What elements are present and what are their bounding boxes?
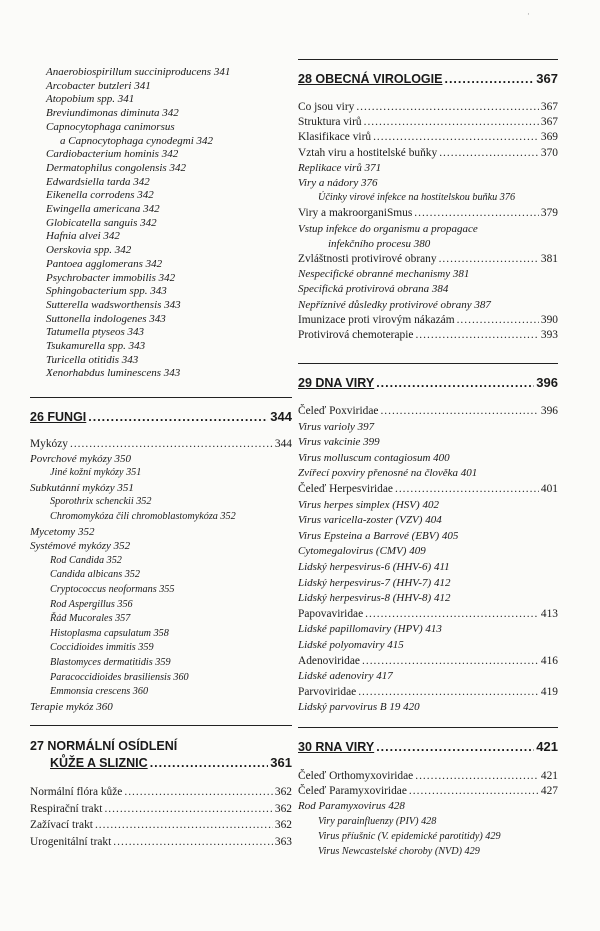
section-heading — [298, 739, 558, 755]
entry-text: Imunizace proti virovým nákazám — [298, 313, 455, 326]
toc-entry — [298, 799, 558, 813]
toc-entry — [298, 328, 558, 342]
toc-entry — [298, 130, 558, 144]
dot-leader — [415, 328, 538, 342]
section-heading — [30, 409, 292, 425]
toc-entry — [298, 607, 558, 621]
toc-entry — [298, 451, 558, 465]
toc-entry — [30, 641, 292, 655]
page-number: 369 — [540, 131, 558, 144]
bacteria-entry — [30, 216, 292, 230]
page-number: 370 — [540, 146, 558, 159]
bacteria-entry — [30, 325, 292, 339]
toc-entry — [298, 815, 558, 829]
bacteria-entry — [30, 92, 292, 106]
entry-text: Virus varioly 397 — [298, 420, 375, 433]
section-heading-line1 — [30, 738, 292, 754]
entry-text: Arcobacter butzleri 341 — [46, 79, 151, 92]
entry-text: Specifická protivirová obrana 384 — [298, 283, 449, 296]
dot-leader — [358, 685, 539, 699]
heading-title: 27 NORMÁLNÍ OSÍDLENÍ — [30, 739, 178, 753]
entry-text: Vstup infekce do organismu a propagace — [298, 222, 478, 235]
entry-text: Cytomegalovirus (CMV) 409 — [298, 545, 426, 558]
entry-text: Klasifikace virů — [298, 131, 372, 144]
toc-entry — [30, 437, 292, 451]
bacteria-entry — [30, 353, 292, 367]
bacteria-entry — [30, 79, 292, 93]
entry-text: Respirační trakt — [30, 802, 103, 815]
entry-text: Rod Candida 352 — [50, 554, 122, 566]
page-number: 381 — [540, 253, 558, 265]
entry-text: Virus vakcinie 399 — [298, 436, 380, 449]
entry-text: Lidské adenoviry 417 — [298, 670, 393, 683]
heading-title: 26 FUNGI — [30, 410, 87, 424]
entry-text: Mycetomy 352 — [30, 525, 95, 538]
page-number: 367 — [540, 101, 558, 113]
entry-text: Zvláštnosti protivirové obrany — [298, 253, 437, 265]
entry-text: a Capnocytophaga cynodegmi 342 — [60, 134, 214, 147]
entry-text: Čeleď Herpesviridae — [298, 483, 393, 495]
entry-text: Jiné kožní mykózy 351 — [50, 467, 142, 479]
entry-text: Zažívací trakt — [30, 819, 93, 831]
dot-leader — [373, 130, 539, 144]
bacteria-entry — [30, 229, 292, 243]
toc-entry — [30, 525, 292, 539]
dot-leader — [415, 769, 539, 783]
bacteria-entry — [30, 161, 292, 175]
entry-text: Turicella otitidis 343 — [46, 353, 139, 366]
entry-text: Globicatella sanguis 342 — [46, 216, 157, 229]
section-rule — [30, 725, 292, 726]
entry-text: Protivirová chemoterapie — [298, 329, 414, 341]
toc-entry — [298, 404, 558, 418]
toc-entry — [298, 498, 558, 512]
dot-leader — [414, 206, 539, 220]
entry-text: Nepříznivé důsledky protivirové obrany 387 — [298, 298, 491, 311]
section-rule — [30, 397, 292, 398]
bacteria-entry — [30, 298, 292, 312]
page-number: 401 — [540, 483, 558, 495]
entry-text: infekčního procesu 380 — [328, 237, 431, 250]
entry-text: Emmonsia crescens 360 — [50, 686, 149, 698]
toc-entry — [30, 671, 292, 685]
bacteria-entry — [30, 366, 292, 380]
entry-text: Paracoccidioides brasiliensis 360 — [50, 671, 189, 683]
dot-leader — [150, 755, 269, 771]
dot-leader — [376, 375, 534, 391]
toc-entry — [298, 482, 558, 496]
entry-text: Atopobium spp. 341 — [46, 93, 135, 106]
toc-entry — [298, 146, 558, 160]
entry-text: Eikenella corrodens 342 — [46, 189, 154, 202]
toc-entry — [30, 612, 292, 626]
dot-leader — [113, 835, 273, 849]
toc-entry — [30, 835, 292, 849]
entry-text: Chromomykóza čili chromoblastomykóza 352 — [50, 511, 236, 522]
dot-leader — [439, 146, 539, 160]
entry-text: Povrchové mykózy 350 — [30, 452, 131, 465]
entry-text: Anaerobiospirillum succiniproducens 341 — [46, 66, 231, 78]
toc-entry — [298, 237, 558, 251]
heading-page: 421 — [536, 739, 558, 754]
bacteria-entry — [30, 147, 292, 161]
entry-text: Ewingella americana 342 — [46, 203, 160, 215]
toc-entry — [298, 591, 558, 605]
section-heading — [298, 375, 558, 391]
entry-text: Replikace virů 371 — [298, 161, 382, 174]
page-number: 421 — [540, 770, 558, 782]
page-number: 363 — [274, 835, 292, 848]
toc-entry — [30, 785, 292, 799]
toc-entry — [298, 435, 558, 449]
toc-entry — [298, 529, 558, 543]
dot-leader — [95, 818, 273, 832]
toc-entry — [30, 627, 292, 641]
toc-entry — [298, 466, 558, 480]
entry-text: Virus varicella-zoster (VZV) 404 — [298, 514, 442, 527]
dot-leader — [70, 437, 273, 451]
entry-text: Parvoviridae — [298, 685, 357, 698]
entry-text: Mykózy — [30, 438, 68, 450]
entry-text: Hafnia alvei 342 — [46, 230, 120, 243]
page-number: 379 — [540, 207, 558, 220]
toc-entry — [298, 313, 558, 327]
bacteria-entry — [30, 339, 292, 353]
entry-text: Lidský parvovirus B 19 420 — [298, 701, 420, 714]
entry-text: Virus molluscum contagiosum 400 — [298, 451, 450, 464]
toc-entry — [30, 818, 292, 832]
entry-text: Coccidioides immitis 359 — [50, 642, 154, 654]
entry-text: Struktura virů — [298, 116, 362, 129]
entry-text: Viry a makroorganiSmus — [298, 207, 413, 220]
toc-entry — [30, 466, 292, 480]
toc-entry — [298, 298, 558, 312]
entry-text: Tsukamurella spp. 343 — [46, 340, 146, 352]
toc-entry — [30, 700, 292, 714]
bacteria-entry — [30, 65, 292, 79]
toc-entry — [298, 206, 558, 220]
bacteria-entry — [30, 120, 292, 134]
heading-title: 28 OBECNÁ VIROLOGIE — [298, 72, 443, 86]
toc-entry — [298, 560, 558, 574]
entry-text: Tatumella ptyseos 343 — [46, 326, 144, 339]
dot-leader — [395, 482, 539, 496]
toc-entry — [30, 510, 292, 524]
section-heading — [298, 71, 558, 87]
section-rule — [298, 363, 558, 364]
bacteria-entry — [30, 243, 292, 257]
entry-text: Virus herpes simplex (HSV) 402 — [298, 498, 439, 511]
entry-text: Nespecifické obranné mechanismy 381 — [298, 268, 470, 281]
bacteria-entry — [30, 257, 292, 271]
entry-text: Lidský herpesvirus-7 (HHV-7) 412 — [298, 576, 451, 589]
entry-text: Lidský herpesvirus-8 (HHV-8) 412 — [298, 592, 451, 605]
bacteria-entry — [30, 106, 292, 120]
dot-leader — [88, 409, 268, 425]
toc-entry — [30, 539, 292, 553]
toc-entry — [30, 583, 292, 597]
toc-entry — [30, 481, 292, 495]
heading-title-2: KŮŽE A SLIZNIC — [50, 756, 148, 770]
entry-text: Urogenitální trakt — [30, 835, 112, 848]
toc-entry — [30, 495, 292, 509]
entry-text: Řád Mucorales 357 — [50, 613, 131, 625]
entry-text: Papovaviridae — [298, 607, 364, 620]
toc-entry — [298, 622, 558, 636]
entry-text: Virus příušnic (V. epidemické parotitidy) 429 — [318, 830, 501, 842]
entry-text: Xenorhabdus luminescens 343 — [46, 367, 181, 380]
toc-entry — [298, 700, 558, 714]
entry-text: Virus Epsteina a Barrové (EBV) 405 — [298, 529, 459, 542]
entry-text: Čeleď Orthomyxoviridae — [298, 770, 414, 782]
entry-text: Suttonella indologenes 343 — [46, 312, 166, 325]
entry-text: Viry parainfluenzy (PIV) 428 — [318, 815, 437, 827]
toc-entry — [298, 654, 558, 668]
toc-entry — [298, 222, 558, 236]
bacteria-entry — [30, 202, 292, 216]
toc-entry — [298, 282, 558, 296]
toc-entry — [298, 669, 558, 683]
page-number: 362 — [274, 819, 292, 831]
page-number: 367 — [540, 116, 558, 129]
entry-text: Systémové mykózy 352 — [30, 540, 131, 553]
toc-entry — [30, 685, 292, 699]
toc-entry — [298, 191, 558, 205]
dot-leader — [376, 739, 534, 755]
entry-text: Pantoea agglomerans 342 — [46, 257, 163, 270]
page-number: 416 — [540, 654, 558, 667]
entry-text: Terapie mykóz 360 — [30, 700, 113, 713]
entry-text: Dermatophilus congolensis 342 — [46, 161, 186, 174]
page-number: 344 — [274, 438, 292, 450]
entry-text: Psychrobacter immobilis 342 — [46, 271, 176, 284]
entry-text: Zvířecí poxviry přenosné na člověka 401 — [298, 467, 478, 480]
section-heading-line2 — [30, 755, 292, 771]
dot-leader — [364, 115, 539, 129]
toc-entry — [30, 452, 292, 466]
entry-text: Sphingobacterium spp. 343 — [46, 285, 167, 298]
toc-entry — [298, 769, 558, 783]
section-rule — [298, 59, 558, 60]
entry-text: Rod Paramyxovirus 428 — [298, 800, 405, 813]
bacteria-entry — [30, 312, 292, 326]
entry-text: Capnocytophaga canimorsus — [46, 120, 175, 133]
bacteria-entry — [30, 188, 292, 202]
page-number: 362 — [274, 802, 292, 815]
toc-entry — [298, 252, 558, 266]
page-number: 393 — [540, 329, 558, 341]
dot-leader — [409, 784, 539, 798]
entry-text: Adenoviridae — [298, 654, 360, 667]
heading-page: 396 — [536, 375, 558, 390]
entry-text: Lidský herpesvirus-6 (HHV-6) 411 — [298, 561, 450, 573]
toc-entry — [30, 802, 292, 816]
toc-entry — [30, 554, 292, 568]
toc-entry — [298, 267, 558, 281]
entry-text: Virus Newcastelské choroby (NVD) 429 — [318, 846, 480, 857]
toc-entry — [298, 845, 558, 859]
page-number: 396 — [540, 405, 558, 417]
entry-text: Sporothrix schenckii 352 — [50, 496, 152, 508]
dot-leader — [124, 785, 273, 799]
entry-text: Breviundimonas diminuta 342 — [46, 107, 179, 120]
toc-entry — [298, 830, 558, 844]
toc-entry — [298, 576, 558, 590]
bacteria-entry — [30, 284, 292, 298]
toc-entry — [298, 161, 558, 175]
entry-text: Čeleď Poxviridae — [298, 405, 379, 417]
page-number: 419 — [540, 685, 558, 698]
toc-entry — [298, 784, 558, 798]
toc-entry — [298, 513, 558, 527]
entry-text: Cryptococcus neoformans 355 — [50, 584, 175, 595]
scan-mark: · — [527, 10, 530, 20]
page-number: 413 — [540, 607, 558, 620]
entry-text: Lidské papillomaviry (HPV) 413 — [298, 623, 442, 636]
dot-leader — [365, 607, 539, 621]
entry-text: Lidské polyomaviry 415 — [298, 639, 404, 651]
toc-entry — [30, 598, 292, 612]
dot-leader — [362, 654, 539, 668]
entry-text: Čeleď Paramyxoviridae — [298, 785, 407, 798]
toc-entry — [298, 544, 558, 558]
entry-text: Cardiobacterium hominis 342 — [46, 148, 179, 161]
heading-page: 361 — [270, 755, 292, 770]
dot-leader — [457, 313, 539, 327]
entry-text: Oerskovia spp. 342 — [46, 244, 132, 257]
entry-text: Blastomyces dermatitidis 359 — [50, 657, 171, 668]
entry-text: Subkutánní mykózy 351 — [30, 481, 134, 494]
bacteria-entry — [30, 271, 292, 285]
dot-leader — [356, 100, 539, 114]
toc-entry — [298, 176, 558, 190]
page-number: 362 — [274, 786, 292, 798]
entry-text: Candida albicans 352 — [50, 569, 140, 581]
entry-text: Vztah viru a hostitelské buňky — [298, 146, 438, 159]
entry-text: Viry a nádory 376 — [298, 177, 378, 189]
heading-page: 344 — [270, 409, 292, 424]
entry-text: Sutterella wadsworthensis 343 — [46, 298, 181, 311]
toc-entry — [30, 568, 292, 582]
bacteria-entry — [30, 175, 292, 189]
toc-entry — [30, 656, 292, 670]
toc-entry — [298, 638, 558, 652]
toc-entry — [298, 115, 558, 129]
entry-text: Co jsou viry — [298, 101, 355, 113]
bacteria-entry — [30, 134, 292, 148]
section-rule — [298, 727, 558, 728]
dot-leader — [104, 802, 272, 816]
heading-title: 29 DNA VIRY — [298, 376, 375, 390]
entry-text: Účinky virové infekce na hostitelskou buňku 376 — [318, 192, 516, 204]
page-number: 427 — [540, 785, 558, 798]
heading-page: 367 — [536, 71, 558, 86]
entry-text: Edwardsiella tarda 342 — [46, 175, 150, 188]
dot-leader — [380, 404, 538, 418]
dot-leader — [444, 71, 534, 87]
toc-entry — [298, 100, 558, 114]
toc-entry — [298, 685, 558, 699]
entry-text: Histoplasma capsulatum 358 — [50, 627, 169, 639]
entry-text: Rod Aspergillus 356 — [50, 598, 133, 610]
page-number: 390 — [540, 313, 558, 326]
heading-title: 30 RNA VIRY — [298, 740, 375, 754]
entry-text: Normální flóra kůže — [30, 786, 123, 798]
toc-entry — [298, 420, 558, 434]
dot-leader — [439, 252, 539, 266]
